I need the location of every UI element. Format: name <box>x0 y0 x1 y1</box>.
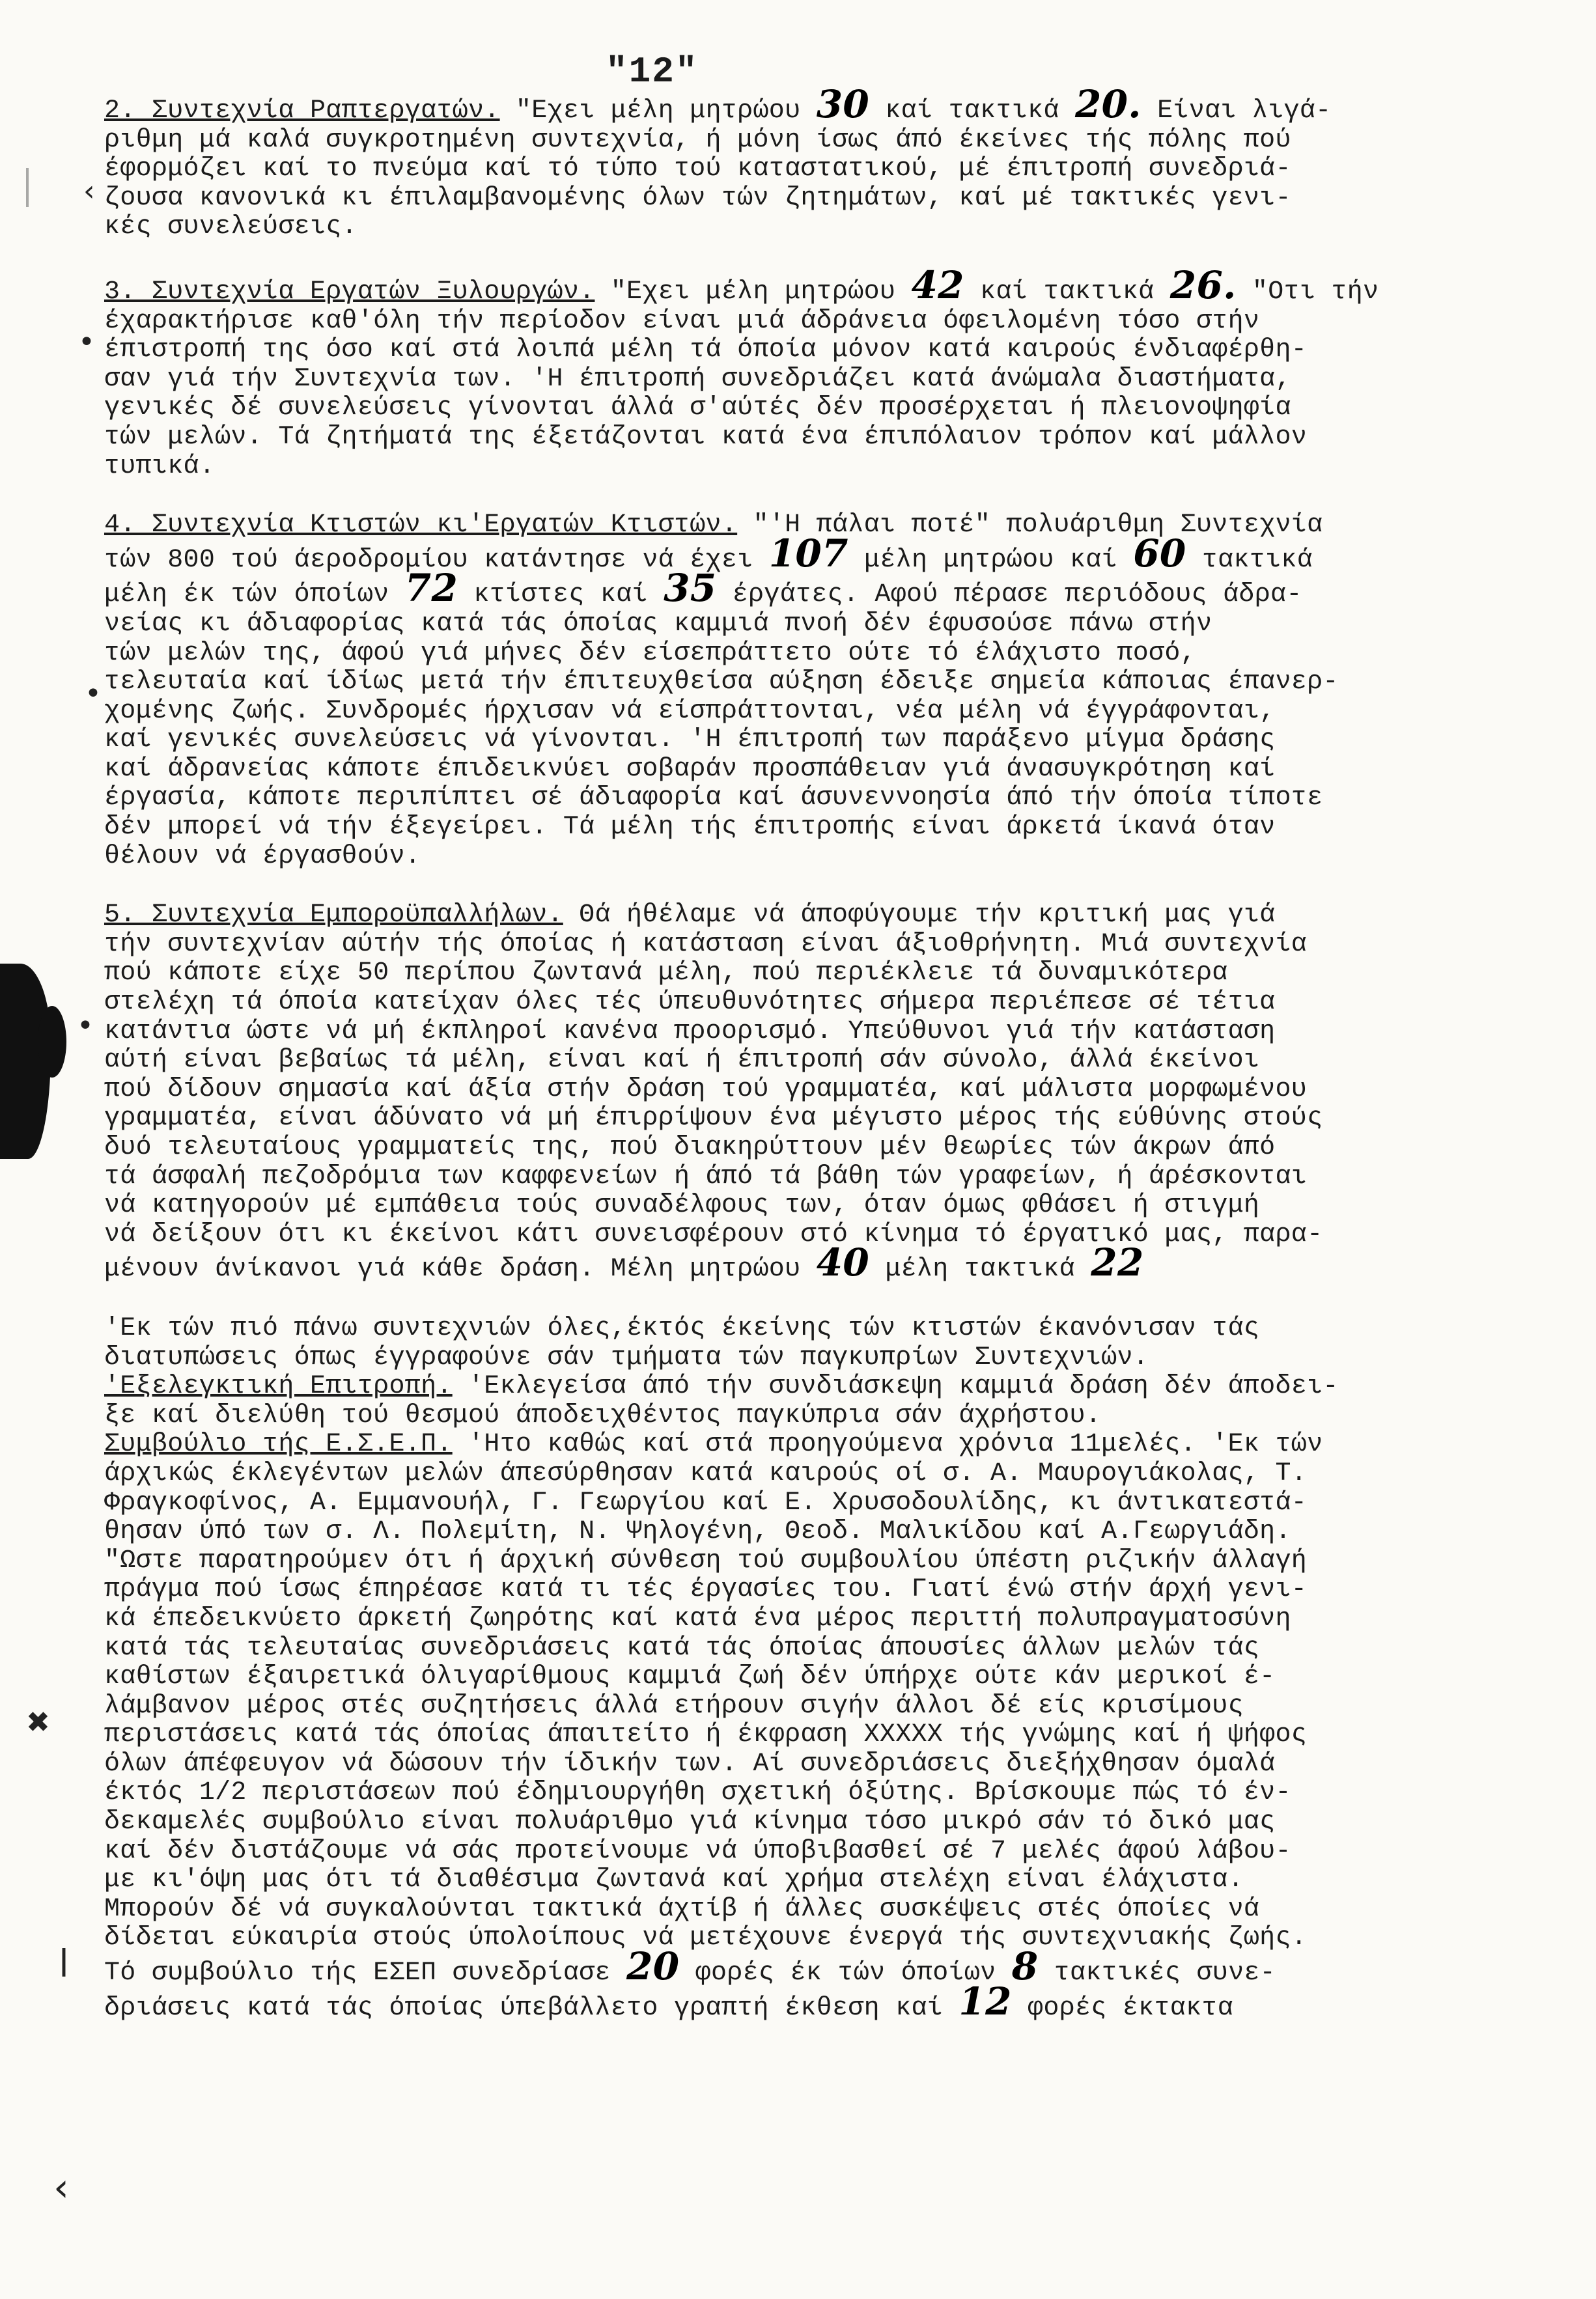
margin-mark-7: | <box>59 1944 70 1977</box>
section-heading: 'Εξελεγκτική Επιτροπή. <box>104 1372 453 1402</box>
text-line <box>104 668 1589 697</box>
typed-text: πράγμα πού ίσως έπηρέασε κατά τι τές έργασίες του. Γιατί ένώ στήν άρχή γενι- <box>104 1575 1308 1605</box>
typed-text: καί γενικές συνελεύσεις νά γίνονται. 'Η έπιτροπή των παράξενο μίγμα δράσης <box>104 725 1276 755</box>
text-line <box>104 1104 1589 1134</box>
typed-text: τών 800 τού άεροδρομίου κατάντησε νά έχει <box>104 545 769 575</box>
typed-text: κατά τάς τελευταίας συνεδριάσεις κατά τάς όποίας άπουσίες άλλων μελών τάς <box>104 1633 1260 1663</box>
typed-text: 'Εκλεγείσα άπό τήν συνδιάσκεψη καμμιά δράση δέν άποδει- <box>468 1372 1339 1402</box>
typed-text: Μπορούν δέ νά συγκαλούνται τακτικά άχτίβ ή άλλες συσκέψεις στές όποίες νά <box>104 1894 1260 1924</box>
document-body <box>104 82 1589 2053</box>
text-line <box>104 423 1589 453</box>
text-line <box>104 988 1589 1018</box>
typed-text: στελέχη τά όποία κατείχαν όλες τές ύπευθυνότητες σήμερα περιέπεσε σέ τέτια <box>104 988 1276 1018</box>
typed-text: πού κάποτε είχε 50 περίπου ζωντανά μέλη, πού περιέκλειε τά δυναμικότερα <box>104 958 1228 988</box>
typed-text: Τό συμβούλιο τής ΕΣΕΠ συνεδρίασε <box>104 1958 627 1988</box>
typed-text: λάμβανον μέρος στές συζητήσεις άλλά ετήρουν σιγήν άλλοι δέ είς κρισίμους <box>104 1691 1244 1721</box>
section-3 <box>104 511 1589 871</box>
text-line <box>104 1240 1589 1285</box>
text-line <box>104 1134 1589 1163</box>
handwritten-number: 20 <box>626 1944 680 1989</box>
text-line <box>104 1518 1589 1547</box>
section-6 <box>104 1372 1589 1430</box>
typed-text: ξε καί διελύθη τού θεσμού άποδειχθέντος παγκύπρια σάν άχρήστου. <box>104 1400 1102 1430</box>
text-line <box>104 184 1589 214</box>
text-line <box>104 610 1589 639</box>
text-line <box>104 1779 1589 1808</box>
text-line <box>104 1315 1589 1344</box>
typed-text: δεκαμελές συμβούλιο είναι πολυάριθμο γιά κίνημα τόσο μικρό σάν τό δικό μας <box>104 1807 1276 1837</box>
text-line <box>104 1808 1589 1837</box>
handwritten-number: 42 <box>911 262 964 307</box>
typed-text: τά άσφαλή πεζοδρόμια των καφφενείων ή άπό τά βάθη τών γραφείων, ή άρέσκονται <box>104 1162 1308 1191</box>
typed-text: έργασία, κάποτε περιπίπτει σέ άδιαφορία καί άσυνεννοησία άπό τήν όποία τίποτε <box>104 783 1323 813</box>
section-5 <box>104 1315 1589 1372</box>
typed-text: δριάσεις κατά τάς όποίας ύπεβάλλετο γραπτή έκθεση καί <box>104 1993 959 2023</box>
text-line <box>104 336 1589 365</box>
margin-mark-2: • <box>78 326 95 359</box>
typed-text: νά κατηγορούν μέ εμπάθεια τούς συναδέλφους των, όταν όμως φθάσει ή στιγμή <box>104 1191 1260 1221</box>
typed-text: τελευταία καί ίδίως μετά τήν έπιτευχθείσα αύξηση έδειξε σημεία κάποιας έπανερ- <box>104 667 1339 697</box>
typed-text: περιστάσεις κατά τάς όποίας άπαιτείτο ή έκφραση XXXXX τής γνώμης καί ή ψήφος <box>104 1720 1308 1750</box>
typed-text: Φραγκοφίνος, Α. Εμμανουήλ, Γ. Γεωργίου καί Ε. Χρυσοδουλίδης, κι άντικατεστά- <box>104 1488 1308 1518</box>
text-line <box>104 1692 1589 1721</box>
typed-text: διατυπώσεις όπως έγγραφούνε σάν τμήματα τών παγκυπρίων Συντεχνιών. <box>104 1343 1149 1372</box>
typed-text: άρχικώς έκλεγέντων μελών άπεσύρθησαν κατά καιρούς οί σ. Α. Μαυρογιάκολας, Τ. <box>104 1458 1308 1488</box>
text-line <box>104 843 1589 872</box>
section-heading: 3. Συντεχνία Εργατών Ξυλουργών. <box>104 277 595 307</box>
typed-text: δέν μπορεί νά τήν έξεγείρει. Τά μέλη τής έπιτροπής είναι άρκετά ίκανά όταν <box>104 813 1276 843</box>
typed-text: καθίστων έξαιρετικά όλιγαρίθμους καμμιά ζωή δέν ύπήρχε ούτε κάν μερικοί έ- <box>104 1662 1276 1692</box>
text-line <box>104 365 1589 395</box>
typed-text: μέλη τακτικά <box>869 1255 1091 1285</box>
text-line <box>104 1163 1589 1192</box>
typed-text: έφορμόζει καί το πνεύμα καί τό τύπο τού καταστατικού, μέ έπιτροπή συνεδριά- <box>104 154 1291 184</box>
typed-text: γραμματέα, είναι άδύνατο νά μή έπιρρίψουν ένα μέγιστο μέρος τής εύθύνης στούς <box>104 1104 1323 1134</box>
text-line <box>104 1750 1589 1779</box>
text-line <box>104 1372 1589 1402</box>
handwritten-number: 35 <box>664 566 717 611</box>
typed-text: δυό τελευταίους γραμματείς της, πού διακηρύττουν μέν θεωρίες τών άκρων άπό <box>104 1133 1276 1162</box>
typed-text: αύτή είναι βεβαίως τά μέλη, είναι καί ή έπιτροπή σάν σύνολο, άλλά έκείνοι <box>104 1046 1260 1076</box>
text-line <box>104 1663 1589 1692</box>
text-line <box>104 755 1589 785</box>
typed-text: μέλη μητρώου καί <box>848 545 1134 575</box>
text-line <box>104 901 1589 930</box>
typed-text: φορές έκ τών όποίων <box>679 1958 1012 1988</box>
section-2 <box>104 262 1589 481</box>
text-line <box>104 959 1589 988</box>
page-number: "12" <box>606 51 699 92</box>
typed-text: κατάντια ώστε νά μή έκπληροί κανένα προορισμό. Υπεύθυνοι γιά τήν κατάσταση <box>104 1016 1276 1046</box>
text-line <box>104 1402 1589 1431</box>
typed-text: κά έπεδεικνύετο άρκετή ζωηρότης καί κατά ένα μέρος περιττή πολυπραγματοσύνη <box>104 1604 1291 1634</box>
typed-text: νείας κι άδιαφορίας κατά τάς όποίας καμμιά πνοή δέν έφυσούσε πάνω στήν <box>104 609 1212 639</box>
text-line <box>104 1489 1589 1518</box>
text-line <box>104 155 1589 184</box>
typed-text: "Εχει μέλη μητρώου <box>610 277 912 307</box>
text-line <box>104 1895 1589 1925</box>
typed-text: πού δίδουν σημασία καί άξία στήν δράση τού γραμματέα, καί μάλιστα μορφωμένου <box>104 1074 1308 1104</box>
text-line <box>104 453 1589 482</box>
ink-blot-spot <box>38 1006 66 1078</box>
section-heading: 4. Συντεχνία Κτιστών κι'Εργατών Κτιστών. <box>104 510 738 540</box>
handwritten-number: 30 <box>816 82 870 126</box>
typed-text: έργάτες. Αφού πέρασε περιόδους άδρα- <box>716 580 1302 610</box>
handwritten-number: 72 <box>404 566 458 611</box>
typed-text: τυπικά. <box>104 451 216 481</box>
text-line <box>104 1046 1589 1076</box>
text-line <box>104 697 1589 727</box>
typed-text: καί τακτικά <box>869 96 1075 126</box>
typed-text: έχαρακτήρισε καθ'όλη τήν περίοδον είναι μιά άδράνεια όφειλομένη τόσο στήν <box>104 306 1260 336</box>
section-4 <box>104 901 1589 1285</box>
typed-text: έπιστροπή της όσο καί στά λοιπά μέλη τά όποία μόνον κατά καιρούς ένδιαφέρθη- <box>104 335 1308 365</box>
text-line <box>104 1837 1589 1867</box>
text-line <box>104 1344 1589 1373</box>
text-line <box>104 1924 1589 1953</box>
typed-text: τακτικά <box>1186 545 1313 575</box>
margin-mark-6: ‹ <box>53 2165 69 2210</box>
typed-text: με κι'όψη μας ότι τά διαθέσιμα ζωντανά καί χρήμα στελέχη είναι έλάχιστα. <box>104 1865 1244 1895</box>
text-line <box>104 1576 1589 1605</box>
text-line <box>104 1018 1589 1047</box>
text-line <box>104 1721 1589 1750</box>
typed-text: καί άδρανείας κάποτε έπιδεικνύει σοβαράν προσπάθειαν γιά άνασυγκρότηση καί <box>104 754 1276 784</box>
typed-text: θέλουν νά έργασθούν. <box>104 841 421 871</box>
typed-text: μέλη έκ τών όποίων <box>104 580 405 610</box>
text-line <box>104 726 1589 755</box>
typed-text: "'Η πάλαι ποτέ" πολυάριθμη Συντεχνία <box>753 510 1323 540</box>
text-line <box>104 262 1589 307</box>
typed-text: νά δείξουν ότι κι έκείνοι κάτι συνεισφέρουν στό κίνημα τό έργατικό μας, παρα- <box>104 1219 1323 1249</box>
margin-mark-4: • <box>77 1009 94 1042</box>
typed-text: "Ωστε παρατηρούμεν ότι ή άρχική σύνθεση τού συμβουλίου ύπέστη ριζικήν άλλαγή <box>104 1546 1308 1576</box>
text-line <box>104 639 1589 669</box>
text-line <box>104 1866 1589 1895</box>
typed-text: καί τακτικά <box>964 277 1170 307</box>
typed-text: έκτός 1/2 περιστάσεων πού έδημιουργήθη σχετική όξύτης. Βρίσκουμε πώς τό έν- <box>104 1778 1291 1808</box>
handwritten-number: 60 <box>1133 531 1186 576</box>
typed-text: τήν συντεχνίαν αύτήν τής όποίας ή κατάσταση είναι άξιοθρήνητη. Μιά συντεχνία <box>104 929 1308 959</box>
text-line <box>104 1460 1589 1489</box>
text-line <box>104 566 1589 611</box>
handwritten-number: 8 <box>1011 1944 1039 1989</box>
typed-text: μένουν άνίκανοι γιά κάθε δράση. Μέλη μητρώου <box>104 1255 817 1285</box>
typed-text: 'Εκ τών πιό πάνω συντεχνιών όλες,έκτός έκείνης τών κτιστών έκανόνισαν τάς <box>104 1313 1260 1343</box>
text-line <box>104 930 1589 960</box>
typed-text: δίδεται εύκαιρία στούς ύπολοίπους νά μετέχουνε ένεργά τής συντεχνιακής ζωής. <box>104 1923 1308 1953</box>
typed-text: τών μελών. Τά ζητήματά της έξετάζονται κατά ένα έπιπόλαιον τρόπον καί μάλλον <box>104 422 1308 452</box>
text-line <box>104 1605 1589 1634</box>
text-line <box>104 82 1589 126</box>
text-line <box>104 1076 1589 1105</box>
margin-mark-1: ‹ <box>83 174 95 208</box>
typed-text: τακτικές συνε- <box>1038 1958 1276 1988</box>
typed-text: όλων άπέφευγον νά δώσουν τήν ίδικήν των. Αί συνεδριάσεις διεξήχθησαν όμαλά <box>104 1749 1276 1779</box>
typed-text: ριθμη μά καλά συγκροτημένη συντεχνία, ή μόνη ίσως άπό έκείνες τής πόλης πού <box>104 125 1291 155</box>
handwritten-number: 107 <box>768 531 848 576</box>
typed-text: Είναι λιγά- <box>1141 96 1332 126</box>
typed-text: κτίστες καί <box>458 580 664 610</box>
typed-text: 'Ητο καθώς καί στά προηγούμενα χρόνια 11μελές. 'Εκ τών <box>468 1430 1323 1460</box>
text-line <box>104 1634 1589 1664</box>
typed-text: φορές έκτακτα <box>1011 1993 1234 2023</box>
typed-text: Θά ήθέλαμε νά άποφύγουμε τήν κριτική μας γιά <box>579 900 1276 930</box>
section-heading: Συμβούλιο τής Ε.Σ.Ε.Π. <box>104 1430 453 1460</box>
text-line <box>104 1979 1589 2024</box>
handwritten-number: 20. <box>1074 82 1141 126</box>
margin-mark-5: ✖ <box>26 1706 50 1739</box>
handwritten-number: 26. <box>1169 262 1237 307</box>
margin-mark-3: • <box>85 677 102 710</box>
text-line <box>104 1191 1589 1221</box>
text-line <box>104 213 1589 242</box>
typed-text: σαν γιά τήν Συντεχνία των. 'Η έπιτροπή συνεδριάζει κατά άνώμαλα διαστήματα, <box>104 364 1291 394</box>
typed-text: ζουσα κανονικά κι έπιλαμβανομένης όλων τών ζητημάτων, καί μέ τακτικές γενι- <box>104 183 1291 213</box>
section-heading: 5. Συντεχνία Εμποροϋπαλλήλων. <box>104 900 563 930</box>
scan-artifact <box>26 168 29 207</box>
section-1 <box>104 82 1589 242</box>
text-line <box>104 813 1589 843</box>
typed-text: καί δέν διστάζουμε νά σάς προτείνουμε νά ύποβιβασθεί σέ 7 μελές άφού λάβου- <box>104 1836 1291 1866</box>
section-7 <box>104 1430 1589 2023</box>
typed-text: "Οτι τήν <box>1236 277 1379 307</box>
typed-text: τών μελών της, άφού γιά μήνες δέν είσεπράττετο ούτε τό έλάχιστο ποσό, <box>104 638 1196 668</box>
text-line <box>104 531 1589 576</box>
text-line <box>104 784 1589 813</box>
handwritten-number: 12 <box>959 1979 1012 2024</box>
text-line <box>104 394 1589 423</box>
handwritten-number: 22 <box>1091 1240 1144 1285</box>
text-line <box>104 1430 1589 1460</box>
text-line <box>104 307 1589 337</box>
typed-text: "Εχει μέλη μητρώου <box>515 96 817 126</box>
typed-text: γενικές δέ συνελεύσεις γίνονται άλλά σ'αύτές δέν προσέρχεται ή πλειονοψηφία <box>104 393 1291 423</box>
typed-text: θησαν ύπό των σ. Λ. Πολεμίτη, Ν. Ψηλογένη, Θεοδ. Μαλικίδου καί Α.Γεωργιάδη. <box>104 1517 1291 1547</box>
text-line <box>104 126 1589 156</box>
handwritten-number: 40 <box>816 1240 870 1285</box>
text-line <box>104 1547 1589 1576</box>
text-line <box>104 1944 1589 1989</box>
section-heading: 2. Συντεχνία Ραπτεργατών. <box>104 96 500 126</box>
typed-text: χομένης ζωής. Συνδρομές ήρχισαν νά είσπράττονται, νέα μέλη νά έγγράφονται, <box>104 696 1276 726</box>
typed-text: κές συνελεύσεις. <box>104 212 357 242</box>
